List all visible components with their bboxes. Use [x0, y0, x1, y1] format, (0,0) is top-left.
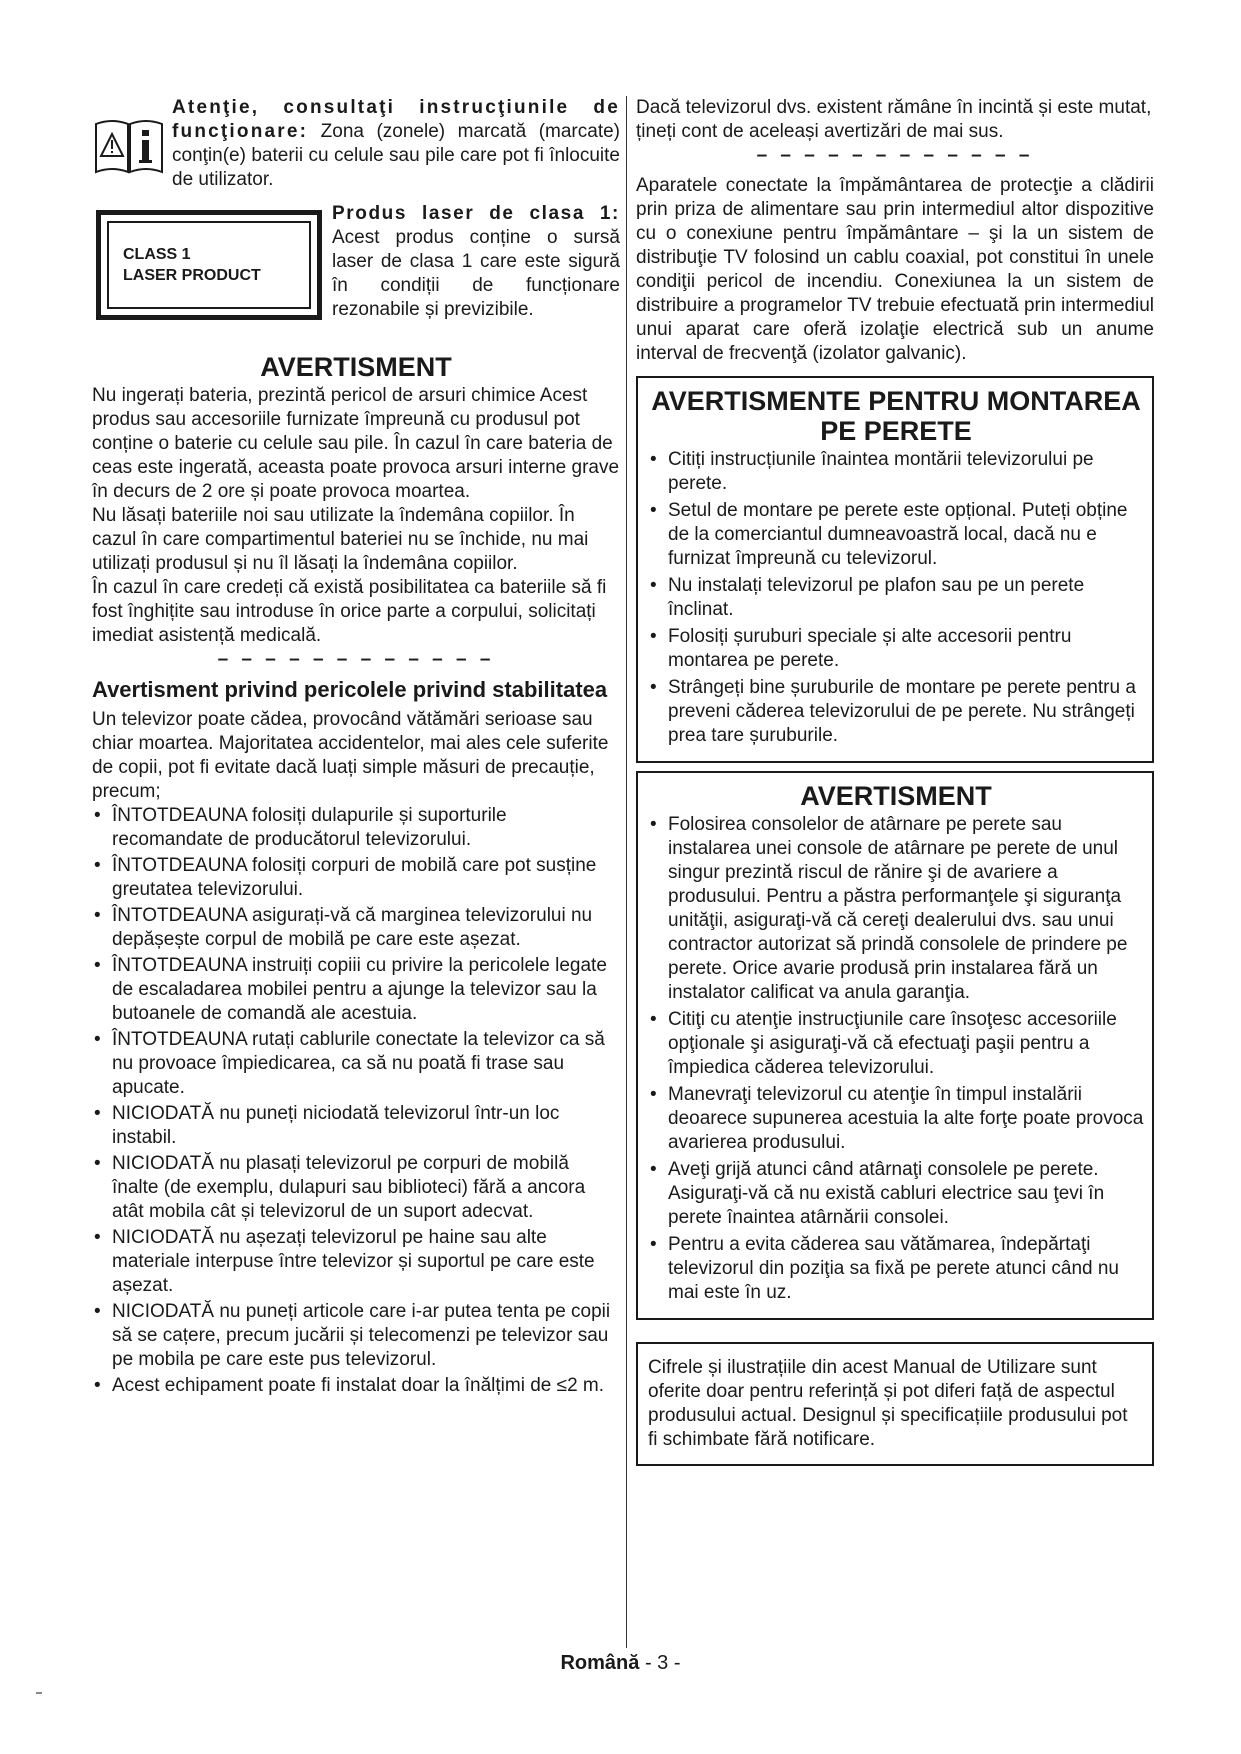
list-item: • NICIODATĂ nu puneți articole care i-ar putea tenta pe copii să se cațere, precum jucării și telecomenzi pe televizor sau pe mobila pe care este pus televizorul. — [92, 1300, 620, 1372]
footer-language: Română — [560, 1652, 640, 1674]
laser-class-label — [96, 210, 322, 320]
wall-mount-list — [648, 448, 1144, 748]
list-item: • Strângeți bine șuruburile de montare pe perete pentru a preveni căderea televizorului de pe perete. Nu strângeți prea tare șuruburile. — [648, 676, 1144, 748]
wall-mount-warning-box — [636, 376, 1154, 763]
scan-mark — [36, 1692, 42, 1694]
battery-warning-paragraph-2: Nu lăsați bateriile noi sau utilizate la îndemâna copiilor. În cazul în care compartimentul bateriei nu se închide, nu mai utilizați produsul și nu îl lăsați la îndemâna copiilor. — [92, 505, 589, 574]
caution-body: Zona (zonele) marcată (marcate) conţin(e) baterii cu celule sau pile care pot fi înlocuite de utilizator. — [172, 121, 620, 190]
disclaimer-text: Cifrele și ilustrațiile din acest Manual de Utilizare sunt oferite doar pentru referință și pot diferi față de aspectul produsului actual. Designul și specificațiile produsului pot fi schimbate fără notificare. — [648, 1357, 1128, 1450]
list-item: • Pentru a evita căderea sau vătămarea, îndepărtaţi televizorul din poziţia sa fixă pe perete atunci când nu mai este în uz. — [648, 1233, 1144, 1305]
laser-body: Acest produs conține o sursă laser de clasa 1 care este sigură în condiții de funcționare rezonabile și previzibile. — [332, 227, 620, 320]
bracket-warning-list — [648, 813, 1144, 1305]
list-item: • ÎNTOTDEAUNA folosiți corpuri de mobilă care pot susține greutatea televizorului. — [92, 854, 620, 902]
stability-list — [92, 804, 620, 1398]
caution-text — [172, 96, 620, 192]
battery-warning-paragraph-1: Nu ingerați bateria, prezintă pericol de arsuri chimice Acest produs sau accesoriile furnizate împreună cu produsul pot conține o baterie cu celule sau pile. În cazul în care bateria de ceas este ingerată, aceasta poate provoca arsuri interne grave în decurs de 2 ore și poate provoca moartea. — [92, 385, 620, 502]
section-separator: – – – – – – – – – – – – — [756, 145, 1034, 166]
list-item: • NICIODATĂ nu așezați televizorul pe haine sau alte materiale interpuse între televizor și suportul pe care este așezat. — [92, 1226, 620, 1298]
list-item: • Setul de montare pe perete este opțional. Puteți obține de la comerciantul dumneavoastră local, dacă nu e furnizat împreună cu televizorul. — [648, 499, 1144, 571]
list-item: • NICIODATĂ nu puneți niciodată televizorul într-un loc instabil. — [92, 1102, 620, 1150]
bracket-warning-title: AVERTISMENT — [800, 781, 992, 811]
battery-warning-paragraph-3: În cazul în care credeți că există posibilitatea ca bateriile să fi fost înghițite sau introduse în orice parte a corpului, solicitați imediat asistență medicală. — [92, 577, 607, 646]
caution-title: Atenţie, consultaţi instrucţiunile de funcţionare: — [172, 97, 620, 142]
laser-title: Produs laser de clasa 1: — [332, 203, 620, 224]
list-item: • ÎNTOTDEAUNA instruiți copiii cu privire la pericolele legate de escaladarea mobilei pentru a ajunge la televizor sau la butoanele de comandă ale acestuia. — [92, 954, 620, 1026]
list-item: • Folosiți șuruburi speciale și alte accesorii pentru montarea pe perete. — [648, 625, 1144, 673]
list-item: • Manevraţi televizorul cu atenţie în timpul instalării deoarece supunerea acestuia la alte forţe poate provoca avarierea produsului. — [648, 1083, 1144, 1155]
list-item: • Citiţi cu atenţie instrucţiunile care însoţesc accesoriile opţionale şi asiguraţi-vă că efectuaţi paşii pentru a împiedica căderea televizorului. — [648, 1008, 1144, 1080]
list-item: • ÎNTOTDEAUNA rutați cablurile conectate la televizor ca să nu provoace împiedicarea, ca să nu poată fi trase sau apucate. — [92, 1028, 620, 1100]
stability-intro: Un televizor poate cădea, provocând vătămări serioase sau chiar moartea. Majoritatea accidentelor, mai ales cele suferite de copii, pot fi evitate dacă luați simple măsuri de precauție, precum; — [92, 709, 609, 802]
list-item: • ÎNTOTDEAUNA folosiți dulapurile și suporturile recomandate de producătorul televizorului. — [92, 804, 620, 852]
existing-tv-paragraph: Dacă televizorul dvs. existent rămâne în incintă și este mutat, țineți cont de aceleași avertizări de mai sus. — [636, 97, 1152, 142]
wall-mount-title: AVERTISMENTE PENTRU MONTAREA PE PERETE — [651, 386, 1141, 446]
column-divider — [626, 96, 627, 1648]
laser-block — [92, 202, 620, 326]
laser-label-line1: CLASS 1 — [123, 246, 191, 263]
bracket-warning-box — [636, 771, 1154, 1320]
laser-text — [332, 202, 620, 322]
list-item: • NICIODATĂ nu plasați televizorul pe corpuri de mobilă înalte (de exemplu, dulapuri sau biblioteci) fără a ancora atât mobila cât și televizorul de un suport adecvat. — [92, 1152, 620, 1224]
grounding-paragraph: Aparatele conectate la împământarea de protecţie a clădirii prin priza de alimentare sau prin intermediul altor dispozitive cu o conexiune pentru împământare – şi la un sistem de distribuţie TV folosind un cablu coaxial, pot constitui în unele condiţii pericol de incendiu. Conexiunea la un sistem de distribuire a programelor TV trebuie efectuată prin intermediul unui aparat care oferă izolaţie electrică sub un anume interval de frecvenţă (izolator galvanic). — [636, 175, 1154, 364]
caution-manual-icon — [92, 114, 166, 176]
battery-warning-title: AVERTISMENT — [260, 352, 452, 382]
stability-title: Avertisment privind pericolele privind stabilitatea — [92, 677, 608, 702]
left-column — [92, 96, 620, 1400]
caution-block — [92, 96, 620, 192]
list-item: • Acest echipament poate fi instalat doar la înălțimi de ≤2 m. — [92, 1374, 620, 1398]
laser-label-line2: LASER PRODUCT — [123, 267, 261, 284]
list-item: • ÎNTOTDEAUNA asigurați-vă că marginea televizorului nu depășește corpul de mobilă pe care este așezat. — [92, 904, 620, 952]
list-item: • Citiți instrucțiunile înaintea montării televizorului pe perete. — [648, 448, 1144, 496]
disclaimer-box — [636, 1342, 1154, 1466]
list-item: • Folosirea consolelor de atârnare pe perete sau instalarea unei console de atârnare pe perete de unul singur prezintă riscul de rănire şi de avariere a produsului. Pentru a păstra performanţele şi siguranţa unităţii, asiguraţi-vă că cereţi dealerului dvs. sau unui contractor autorizat să prindă consolele de prindere pe perete. Orice avarie produsă prin instalarea fără un instalator calificat va anula garanţia. — [648, 813, 1144, 1005]
right-column — [636, 96, 1154, 1466]
footer-page-number: - 3 - — [639, 1652, 681, 1674]
list-item: • Nu instalați televizorul pe plafon sau pe un perete înclinat. — [648, 574, 1144, 622]
list-item: • Aveţi grijă atunci când atârnaţi consolele pe perete. Asiguraţi-vă că nu există cabluri electrice sau ţevi în perete înaintea atârnării consolei. — [648, 1158, 1144, 1230]
section-separator: – – – – – – – – – – – – — [217, 649, 495, 670]
page-footer — [0, 1652, 1241, 1675]
